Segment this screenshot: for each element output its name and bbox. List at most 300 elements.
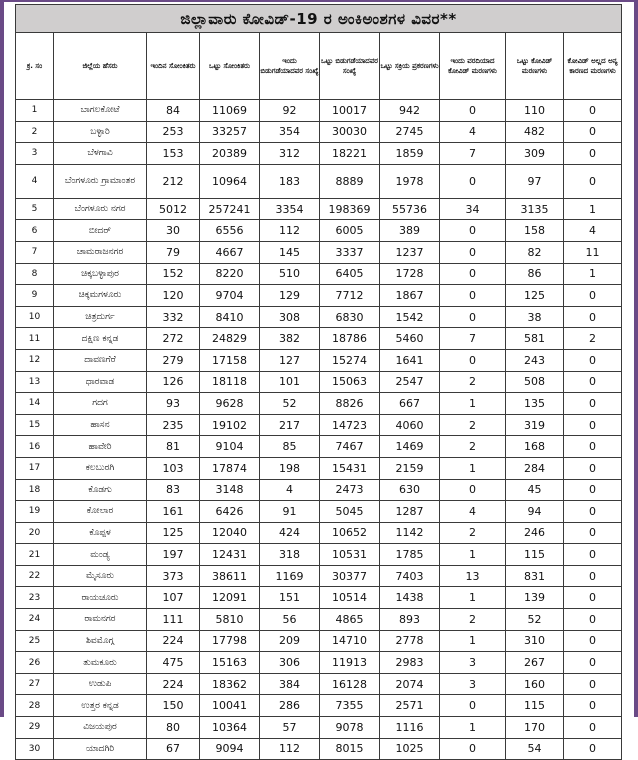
todays-discharged-cell: 354: [260, 121, 320, 143]
total-deaths-cell: 135: [506, 393, 564, 415]
total-discharged-cell: 8889: [320, 164, 380, 198]
todays-discharged-cell: 112: [260, 220, 320, 242]
header-district-name: ಜಿಲ್ಲೆಯ ಹೆಸರು: [54, 33, 147, 100]
total-discharged-cell: 18786: [320, 328, 380, 350]
total-discharged-cell: 8826: [320, 393, 380, 415]
total-active-cell: 1859: [380, 143, 440, 165]
todays-discharged-cell: 91: [260, 501, 320, 523]
todays-positive-cell: 150: [147, 695, 200, 717]
total-discharged-cell: 14710: [320, 630, 380, 652]
todays-deaths-cell: 2: [440, 436, 506, 458]
total-positive-cell: 8220: [200, 263, 260, 285]
total-discharged-cell: 18221: [320, 143, 380, 165]
total-deaths-cell: 54: [506, 738, 564, 760]
district-name-cell: ವಿಜಯಪುರ: [54, 717, 147, 739]
todays-positive-cell: 373: [147, 565, 200, 587]
total-active-cell: 7403: [380, 565, 440, 587]
district-name-cell: ಯಾದಗಿರಿ: [54, 738, 147, 760]
table-row: [16, 306, 622, 328]
total-deaths-cell: 243: [506, 349, 564, 371]
non-covid-deaths-cell: 0: [564, 501, 622, 523]
total-positive-cell: 12091: [200, 587, 260, 609]
total-active-cell: 2159: [380, 457, 440, 479]
serial-no-cell: 12: [16, 349, 54, 371]
header-todays-deaths: ಇಂದು ವರದಿಯಾದ ಕೋವಿಡ್ ಮರಣಗಳು: [440, 33, 506, 100]
non-covid-deaths-cell: 0: [564, 544, 622, 566]
table-row: [16, 349, 622, 371]
header-total-discharged: ಒಟ್ಟು ಬಿಡುಗಡೆಯಾದವರ ಸಂಖ್ಯೆ: [320, 33, 380, 100]
todays-deaths-cell: 1: [440, 630, 506, 652]
non-covid-deaths-cell: 0: [564, 164, 622, 198]
todays-discharged-cell: 382: [260, 328, 320, 350]
todays-discharged-cell: 1169: [260, 565, 320, 587]
todays-positive-cell: 5012: [147, 198, 200, 220]
serial-no-cell: 3: [16, 143, 54, 165]
total-deaths-cell: 246: [506, 522, 564, 544]
total-deaths-cell: 581: [506, 328, 564, 350]
todays-deaths-cell: 0: [440, 220, 506, 242]
table-body: [16, 100, 622, 760]
header-total-deaths: ಒಟ್ಟು ಕೋವಿಡ್ ಮರಣಗಳು: [506, 33, 564, 100]
total-active-cell: 2571: [380, 695, 440, 717]
serial-no-cell: 26: [16, 652, 54, 674]
todays-deaths-cell: 1: [440, 587, 506, 609]
total-active-cell: 1641: [380, 349, 440, 371]
todays-positive-cell: 279: [147, 349, 200, 371]
right-border: [634, 0, 638, 717]
todays-deaths-cell: 34: [440, 198, 506, 220]
total-deaths-cell: 52: [506, 609, 564, 631]
non-covid-deaths-cell: 0: [564, 457, 622, 479]
serial-no-cell: 17: [16, 457, 54, 479]
district-name-cell: ಉಡುಪಿ: [54, 673, 147, 695]
todays-positive-cell: 67: [147, 738, 200, 760]
district-name-cell: ಹಾಸನ: [54, 414, 147, 436]
column-header-row: [16, 33, 622, 100]
serial-no-cell: 5: [16, 198, 54, 220]
non-covid-deaths-cell: 0: [564, 143, 622, 165]
total-discharged-cell: 15274: [320, 349, 380, 371]
total-deaths-cell: 170: [506, 717, 564, 739]
total-positive-cell: 5810: [200, 609, 260, 631]
todays-positive-cell: 103: [147, 457, 200, 479]
table-row: [16, 393, 622, 415]
non-covid-deaths-cell: 0: [564, 738, 622, 760]
total-discharged-cell: 7712: [320, 285, 380, 307]
non-covid-deaths-cell: 0: [564, 717, 622, 739]
total-discharged-cell: 10531: [320, 544, 380, 566]
todays-deaths-cell: 1: [440, 544, 506, 566]
table-row: [16, 263, 622, 285]
serial-no-cell: 10: [16, 306, 54, 328]
non-covid-deaths-cell: 0: [564, 652, 622, 674]
serial-no-cell: 1: [16, 100, 54, 122]
total-discharged-cell: 15431: [320, 457, 380, 479]
total-discharged-cell: 30030: [320, 121, 380, 143]
todays-discharged-cell: 209: [260, 630, 320, 652]
serial-no-cell: 24: [16, 609, 54, 631]
total-deaths-cell: 86: [506, 263, 564, 285]
todays-discharged-cell: 198: [260, 457, 320, 479]
total-positive-cell: 6426: [200, 501, 260, 523]
total-active-cell: 4060: [380, 414, 440, 436]
total-positive-cell: 257241: [200, 198, 260, 220]
todays-positive-cell: 93: [147, 393, 200, 415]
district-name-cell: ಉತ್ತರ ಕನ್ನಡ: [54, 695, 147, 717]
table-row: [16, 479, 622, 501]
serial-no-cell: 9: [16, 285, 54, 307]
todays-deaths-cell: 2: [440, 609, 506, 631]
district-name-cell: ರಾಯಚೂರು: [54, 587, 147, 609]
header-total-positive: ಒಟ್ಟು ಸೋಂಕಿತರು: [200, 33, 260, 100]
total-deaths-cell: 115: [506, 544, 564, 566]
total-deaths-cell: 168: [506, 436, 564, 458]
todays-deaths-cell: 0: [440, 263, 506, 285]
total-active-cell: 1237: [380, 241, 440, 263]
serial-no-cell: 4: [16, 164, 54, 198]
table-row: [16, 673, 622, 695]
table-row: [16, 522, 622, 544]
todays-deaths-cell: 2: [440, 371, 506, 393]
todays-positive-cell: 79: [147, 241, 200, 263]
todays-discharged-cell: 127: [260, 349, 320, 371]
non-covid-deaths-cell: 0: [564, 121, 622, 143]
todays-positive-cell: 197: [147, 544, 200, 566]
total-active-cell: 1025: [380, 738, 440, 760]
serial-no-cell: 11: [16, 328, 54, 350]
total-deaths-cell: 508: [506, 371, 564, 393]
total-active-cell: 1469: [380, 436, 440, 458]
table-row: [16, 143, 622, 165]
district-name-cell: ಬಾಗಲಕೋಟೆ: [54, 100, 147, 122]
todays-discharged-cell: 3354: [260, 198, 320, 220]
total-positive-cell: 15163: [200, 652, 260, 674]
non-covid-deaths-cell: 1: [564, 263, 622, 285]
total-positive-cell: 9094: [200, 738, 260, 760]
todays-positive-cell: 152: [147, 263, 200, 285]
todays-positive-cell: 83: [147, 479, 200, 501]
total-discharged-cell: 198369: [320, 198, 380, 220]
district-name-cell: ಬೆಂಗಳೂರು ಗ್ರಾಮಾಂತರ: [54, 164, 147, 198]
total-deaths-cell: 284: [506, 457, 564, 479]
non-covid-deaths-cell: 0: [564, 522, 622, 544]
todays-positive-cell: 475: [147, 652, 200, 674]
total-deaths-cell: 94: [506, 501, 564, 523]
todays-deaths-cell: 0: [440, 100, 506, 122]
total-discharged-cell: 7355: [320, 695, 380, 717]
table-row: [16, 630, 622, 652]
todays-deaths-cell: 3: [440, 652, 506, 674]
total-active-cell: 2983: [380, 652, 440, 674]
total-active-cell: 1287: [380, 501, 440, 523]
todays-positive-cell: 161: [147, 501, 200, 523]
total-positive-cell: 10041: [200, 695, 260, 717]
non-covid-deaths-cell: 0: [564, 436, 622, 458]
district-name-cell: ಗದಗ: [54, 393, 147, 415]
table-row: [16, 652, 622, 674]
table-row: [16, 587, 622, 609]
todays-positive-cell: 107: [147, 587, 200, 609]
total-positive-cell: 9628: [200, 393, 260, 415]
todays-deaths-cell: 2: [440, 522, 506, 544]
header-total-active: ಒಟ್ಟು ಸಕ್ರಿಯ ಪ್ರಕರಣಗಳು: [380, 33, 440, 100]
total-positive-cell: 9104: [200, 436, 260, 458]
total-positive-cell: 24829: [200, 328, 260, 350]
district-name-cell: ಬೆಳಗಾವಿ: [54, 143, 147, 165]
non-covid-deaths-cell: 0: [564, 630, 622, 652]
table-row: [16, 609, 622, 631]
todays-discharged-cell: 57: [260, 717, 320, 739]
todays-positive-cell: 235: [147, 414, 200, 436]
todays-positive-cell: 111: [147, 609, 200, 631]
table-row: [16, 695, 622, 717]
total-active-cell: 1978: [380, 164, 440, 198]
top-border: [0, 0, 638, 2]
total-discharged-cell: 6830: [320, 306, 380, 328]
district-name-cell: ದಕ್ಷಿಣ ಕನ್ನಡ: [54, 328, 147, 350]
total-active-cell: 2074: [380, 673, 440, 695]
total-discharged-cell: 16128: [320, 673, 380, 695]
table-row: [16, 717, 622, 739]
table-row: [16, 544, 622, 566]
total-deaths-cell: 45: [506, 479, 564, 501]
total-active-cell: 1438: [380, 587, 440, 609]
todays-deaths-cell: 13: [440, 565, 506, 587]
total-discharged-cell: 4865: [320, 609, 380, 631]
total-discharged-cell: 2473: [320, 479, 380, 501]
todays-discharged-cell: 308: [260, 306, 320, 328]
non-covid-deaths-cell: 0: [564, 587, 622, 609]
total-deaths-cell: 482: [506, 121, 564, 143]
district-name-cell: ಬಳ್ಳಾರಿ: [54, 121, 147, 143]
todays-discharged-cell: 424: [260, 522, 320, 544]
table-row: [16, 241, 622, 263]
total-positive-cell: 4667: [200, 241, 260, 263]
total-positive-cell: 17158: [200, 349, 260, 371]
district-name-cell: ಚಿತ್ರದುರ್ಗ: [54, 306, 147, 328]
todays-deaths-cell: 0: [440, 164, 506, 198]
total-deaths-cell: 82: [506, 241, 564, 263]
table-row: [16, 328, 622, 350]
total-positive-cell: 8410: [200, 306, 260, 328]
district-name-cell: ಬೀದರ್: [54, 220, 147, 242]
todays-discharged-cell: 286: [260, 695, 320, 717]
district-name-cell: ದಾವಣಗೆರೆ: [54, 349, 147, 371]
total-discharged-cell: 9078: [320, 717, 380, 739]
table-title: ಜಿಲ್ಲಾವಾರು ಕೋವಿಡ್-19 ರ ಅಂಕಿಅಂಶಗಳ ವಿವರ**: [16, 5, 622, 33]
total-positive-cell: 20389: [200, 143, 260, 165]
todays-positive-cell: 120: [147, 285, 200, 307]
todays-positive-cell: 30: [147, 220, 200, 242]
total-positive-cell: 12431: [200, 544, 260, 566]
total-discharged-cell: 11913: [320, 652, 380, 674]
non-covid-deaths-cell: 0: [564, 565, 622, 587]
todays-discharged-cell: 56: [260, 609, 320, 631]
district-name-cell: ರಾಮನಗರ: [54, 609, 147, 631]
table-row: [16, 457, 622, 479]
todays-discharged-cell: 312: [260, 143, 320, 165]
todays-discharged-cell: 510: [260, 263, 320, 285]
total-discharged-cell: 10514: [320, 587, 380, 609]
total-deaths-cell: 319: [506, 414, 564, 436]
total-deaths-cell: 831: [506, 565, 564, 587]
total-discharged-cell: 6005: [320, 220, 380, 242]
todays-positive-cell: 125: [147, 522, 200, 544]
todays-discharged-cell: 145: [260, 241, 320, 263]
todays-deaths-cell: 4: [440, 501, 506, 523]
todays-deaths-cell: 0: [440, 738, 506, 760]
total-active-cell: 667: [380, 393, 440, 415]
todays-deaths-cell: 1: [440, 717, 506, 739]
todays-deaths-cell: 1: [440, 393, 506, 415]
total-positive-cell: 11069: [200, 100, 260, 122]
non-covid-deaths-cell: 0: [564, 371, 622, 393]
district-name-cell: ಮೈಸೂರು: [54, 565, 147, 587]
table-row: [16, 220, 622, 242]
total-deaths-cell: 139: [506, 587, 564, 609]
serial-no-cell: 22: [16, 565, 54, 587]
total-active-cell: 942: [380, 100, 440, 122]
total-active-cell: 1116: [380, 717, 440, 739]
table-row: [16, 738, 622, 760]
serial-no-cell: 2: [16, 121, 54, 143]
todays-deaths-cell: 7: [440, 328, 506, 350]
serial-no-cell: 28: [16, 695, 54, 717]
todays-positive-cell: 224: [147, 673, 200, 695]
left-border: [0, 0, 4, 717]
total-discharged-cell: 10652: [320, 522, 380, 544]
non-covid-deaths-cell: 0: [564, 695, 622, 717]
serial-no-cell: 6: [16, 220, 54, 242]
total-active-cell: 389: [380, 220, 440, 242]
total-active-cell: 1142: [380, 522, 440, 544]
todays-deaths-cell: 0: [440, 349, 506, 371]
total-active-cell: 55736: [380, 198, 440, 220]
total-positive-cell: 18362: [200, 673, 260, 695]
covid-stats-sheet: [15, 4, 621, 760]
serial-no-cell: 23: [16, 587, 54, 609]
todays-positive-cell: 212: [147, 164, 200, 198]
serial-no-cell: 29: [16, 717, 54, 739]
todays-discharged-cell: 151: [260, 587, 320, 609]
todays-discharged-cell: 217: [260, 414, 320, 436]
todays-discharged-cell: 52: [260, 393, 320, 415]
total-active-cell: 2778: [380, 630, 440, 652]
total-deaths-cell: 310: [506, 630, 564, 652]
header-serial-no: ಕ್ರ. ಸಂ: [16, 33, 54, 100]
district-name-cell: ಚಿಕ್ಕಮಗಳೂರು: [54, 285, 147, 307]
non-covid-deaths-cell: 4: [564, 220, 622, 242]
total-positive-cell: 3148: [200, 479, 260, 501]
todays-discharged-cell: 318: [260, 544, 320, 566]
todays-positive-cell: 80: [147, 717, 200, 739]
non-covid-deaths-cell: 2: [564, 328, 622, 350]
todays-deaths-cell: 1: [440, 457, 506, 479]
todays-positive-cell: 332: [147, 306, 200, 328]
todays-positive-cell: 224: [147, 630, 200, 652]
total-positive-cell: 19102: [200, 414, 260, 436]
total-deaths-cell: 110: [506, 100, 564, 122]
todays-deaths-cell: 4: [440, 121, 506, 143]
total-positive-cell: 10964: [200, 164, 260, 198]
district-name-cell: ಹಾವೇರಿ: [54, 436, 147, 458]
serial-no-cell: 16: [16, 436, 54, 458]
non-covid-deaths-cell: 0: [564, 609, 622, 631]
district-name-cell: ಶಿವಮೊಗ್ಗ: [54, 630, 147, 652]
table-row: [16, 501, 622, 523]
district-name-cell: ಕಲಬುರಗಿ: [54, 457, 147, 479]
todays-discharged-cell: 92: [260, 100, 320, 122]
non-covid-deaths-cell: 1: [564, 198, 622, 220]
total-positive-cell: 38611: [200, 565, 260, 587]
todays-deaths-cell: 2: [440, 414, 506, 436]
non-covid-deaths-cell: 11: [564, 241, 622, 263]
non-covid-deaths-cell: 0: [564, 479, 622, 501]
total-positive-cell: 17798: [200, 630, 260, 652]
serial-no-cell: 30: [16, 738, 54, 760]
non-covid-deaths-cell: 0: [564, 285, 622, 307]
non-covid-deaths-cell: 0: [564, 393, 622, 415]
total-positive-cell: 12040: [200, 522, 260, 544]
total-discharged-cell: 10017: [320, 100, 380, 122]
serial-no-cell: 21: [16, 544, 54, 566]
header-non-covid-deaths: ಕೋವಿಡ್ ಅಲ್ಲದ ಅನ್ಯ ಕಾರಣದ ಮರಣಗಳು: [564, 33, 622, 100]
total-active-cell: 1728: [380, 263, 440, 285]
todays-discharged-cell: 112: [260, 738, 320, 760]
total-discharged-cell: 14723: [320, 414, 380, 436]
non-covid-deaths-cell: 0: [564, 306, 622, 328]
table-row: [16, 371, 622, 393]
todays-discharged-cell: 101: [260, 371, 320, 393]
total-discharged-cell: 5045: [320, 501, 380, 523]
serial-no-cell: 14: [16, 393, 54, 415]
total-discharged-cell: 15063: [320, 371, 380, 393]
total-deaths-cell: 160: [506, 673, 564, 695]
total-positive-cell: 33257: [200, 121, 260, 143]
serial-no-cell: 15: [16, 414, 54, 436]
total-deaths-cell: 38: [506, 306, 564, 328]
table-row: [16, 565, 622, 587]
todays-discharged-cell: 384: [260, 673, 320, 695]
district-name-cell: ಕೊಡಗು: [54, 479, 147, 501]
table-row: [16, 285, 622, 307]
serial-no-cell: 13: [16, 371, 54, 393]
total-discharged-cell: 8015: [320, 738, 380, 760]
total-active-cell: 2547: [380, 371, 440, 393]
todays-discharged-cell: 183: [260, 164, 320, 198]
serial-no-cell: 19: [16, 501, 54, 523]
total-deaths-cell: 309: [506, 143, 564, 165]
total-active-cell: 5460: [380, 328, 440, 350]
total-deaths-cell: 97: [506, 164, 564, 198]
todays-deaths-cell: 0: [440, 241, 506, 263]
todays-deaths-cell: 0: [440, 695, 506, 717]
non-covid-deaths-cell: 0: [564, 349, 622, 371]
total-active-cell: 1785: [380, 544, 440, 566]
todays-discharged-cell: 306: [260, 652, 320, 674]
district-name-cell: ಬೆಂಗಳೂರು ನಗರ: [54, 198, 147, 220]
district-name-cell: ಧಾರವಾಡ: [54, 371, 147, 393]
serial-no-cell: 18: [16, 479, 54, 501]
todays-positive-cell: 253: [147, 121, 200, 143]
todays-positive-cell: 272: [147, 328, 200, 350]
todays-discharged-cell: 129: [260, 285, 320, 307]
table-row: [16, 121, 622, 143]
header-todays-discharged: ಇಂದು ಬಿಡುಗಡೆಯಾದವರ ಸಂಖ್ಯೆ: [260, 33, 320, 100]
table-row: [16, 414, 622, 436]
total-positive-cell: 9704: [200, 285, 260, 307]
serial-no-cell: 20: [16, 522, 54, 544]
